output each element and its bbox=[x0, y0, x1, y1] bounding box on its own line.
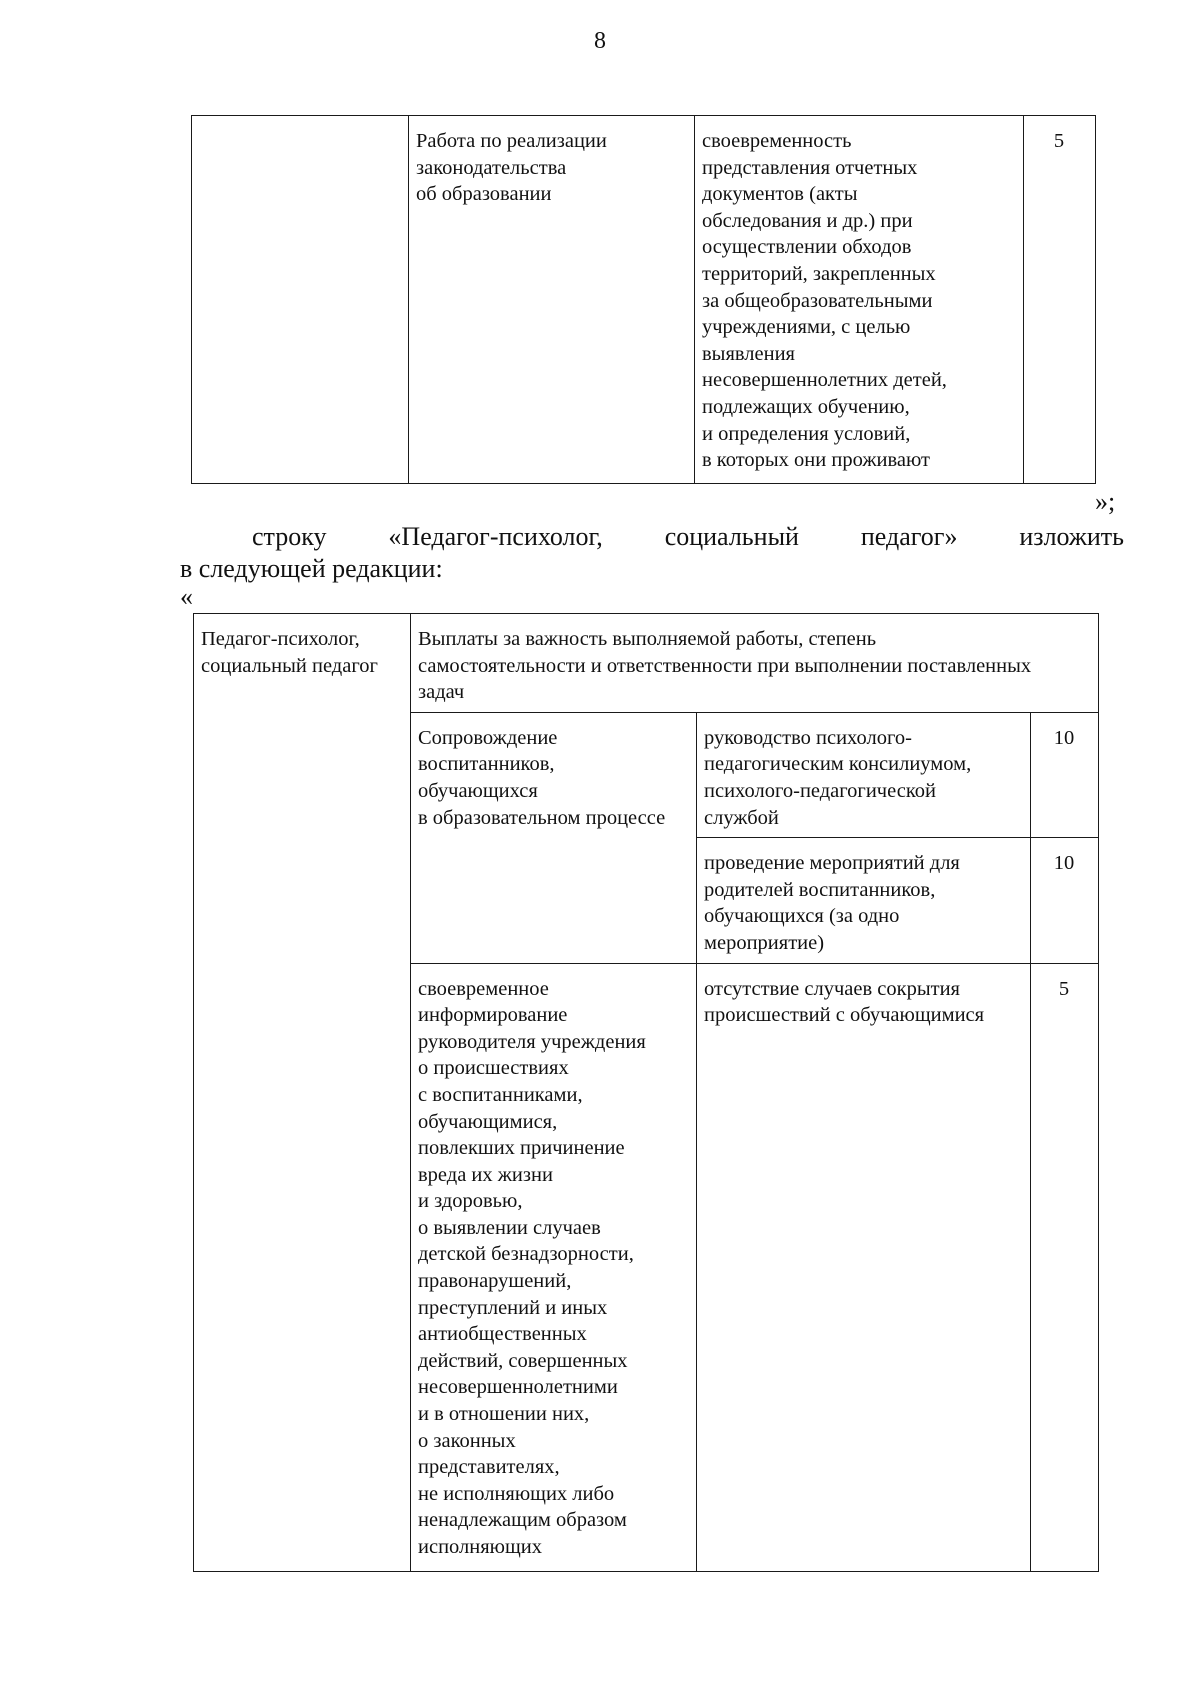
criteria-table bbox=[193, 613, 1099, 1572]
indicator-cell: проведение мероприятий для родителей воспитанников, обучающихся (за одно мероприятие) bbox=[697, 838, 1031, 963]
paragraph-line-2: в следующей редакции: bbox=[180, 554, 443, 583]
paragraph-word: «Педагог-психолог, bbox=[388, 522, 603, 551]
opening-quote: « bbox=[180, 582, 193, 611]
indicator-cell: отсутствие случаев сокрытия происшествий с обучающимися bbox=[697, 963, 1031, 1571]
paragraph-line-1 bbox=[180, 521, 1124, 553]
points-cell: 5 bbox=[1031, 963, 1099, 1571]
paragraph-word: строку bbox=[252, 522, 327, 551]
amendment-paragraph bbox=[180, 521, 1124, 585]
table-header-row bbox=[194, 614, 1099, 713]
page-number: 8 bbox=[594, 28, 606, 54]
points-cell: 5 bbox=[1024, 116, 1096, 484]
points-cell: 10 bbox=[1031, 838, 1099, 963]
closing-quote: »; bbox=[1095, 487, 1116, 516]
position-cell: Педагог-психолог, социальный педагог bbox=[194, 614, 411, 1572]
criterion-cell: Сопровождение воспитанников, обучающихся в образовательном процессе bbox=[411, 712, 697, 963]
position-cell bbox=[192, 116, 409, 484]
criteria-table-continuation bbox=[191, 115, 1096, 484]
paragraph-word: изложить bbox=[1019, 522, 1124, 551]
points-cell: 10 bbox=[1031, 712, 1099, 837]
criterion-cell: Работа по реализации законодательства об образовании bbox=[409, 116, 695, 484]
paragraph-word: социальный bbox=[664, 522, 799, 551]
table-row bbox=[192, 116, 1096, 484]
paragraph-word: педагог» bbox=[860, 522, 958, 551]
payment-type-header: Выплаты за важность выполняемой работы, степень самостоятельности и ответственности при выполнении поставленных задач bbox=[411, 614, 1099, 713]
indicator-cell: своевременность представления отчетных документов (акты обследования и др.) при осуществлении обходов территорий, закрепленных за общеобразовательными учреждениями, с целью выявления несовершеннолетних детей, подлежащих обучению, и определения условий, в которых они проживают bbox=[695, 116, 1024, 484]
indicator-cell: руководство психолого- педагогическим консилиумом, психолого-педагогической службой bbox=[697, 712, 1031, 837]
criterion-cell: своевременное информирование руководителя учреждения о происшествиях с воспитанниками, обучающимися, повлекших причинение вреда их жизни и здоровью, о выявлении случаев детской безнадзорности, правонарушений, преступлений и иных антиобщественных действий, совершенных несовершеннолетними и в отношении них, о законных представителях, не исполняющих либо ненадлежащим образом исполняющих bbox=[411, 963, 697, 1571]
